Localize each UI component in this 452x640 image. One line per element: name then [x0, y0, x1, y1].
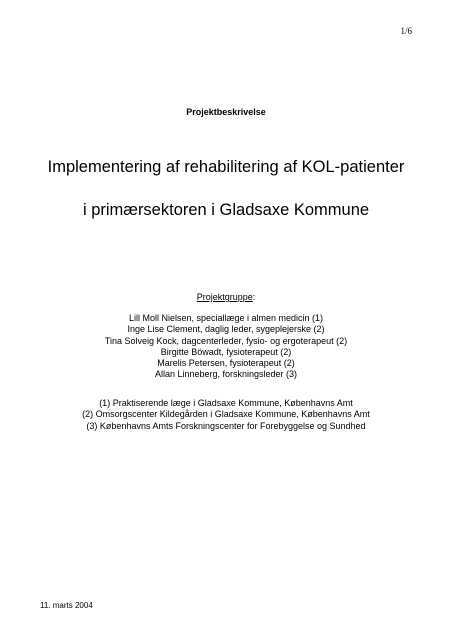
member-item: Birgitte Böwadt, fysioterapeut (2) [160, 346, 292, 357]
document-type-label: Projektbeskrivelse [186, 107, 266, 117]
document-title-line-1: Implementering af rehabilitering af KOL-patienter [47, 158, 405, 176]
project-group-members [0, 313, 452, 381]
member-item: Marelis Petersen, fysioterapeut (2) [157, 358, 295, 369]
project-group-heading-text: Projektgruppe [196, 292, 253, 302]
page-number: 1/6 [400, 26, 412, 36]
affiliation-item: (3) Københavns Amts Forskningscenter for Forebyggelse og Sundhed [86, 420, 366, 431]
affiliations-list [0, 398, 452, 432]
project-group-heading [0, 292, 452, 302]
member-item: Inge Lise Clement, daglig leder, sygeplejerske (2) [127, 324, 325, 335]
document-date: 11. marts 2004 [40, 601, 93, 610]
document-title-line-2: i primærsektoren i Gladsaxe Kommune [82, 201, 370, 219]
affiliation-item: (2) Omsorgscenter Kildegården i Gladsaxe Kommune, Københavns Amt [82, 409, 370, 420]
affiliation-item: (1) Praktiserende læge i Gladsaxe Kommune, Københavns Amt [99, 398, 353, 408]
member-item: Allan Linneberg, forskningsleder (3) [154, 369, 298, 380]
project-group-heading-colon: : [252, 292, 256, 302]
member-item: Lill Moll Nielsen, speciallæge i almen medicin (1) [128, 313, 324, 323]
member-item: Tina Solveig Kock, dagcenterleder, fysio- og ergoterapeut (2) [104, 335, 348, 346]
